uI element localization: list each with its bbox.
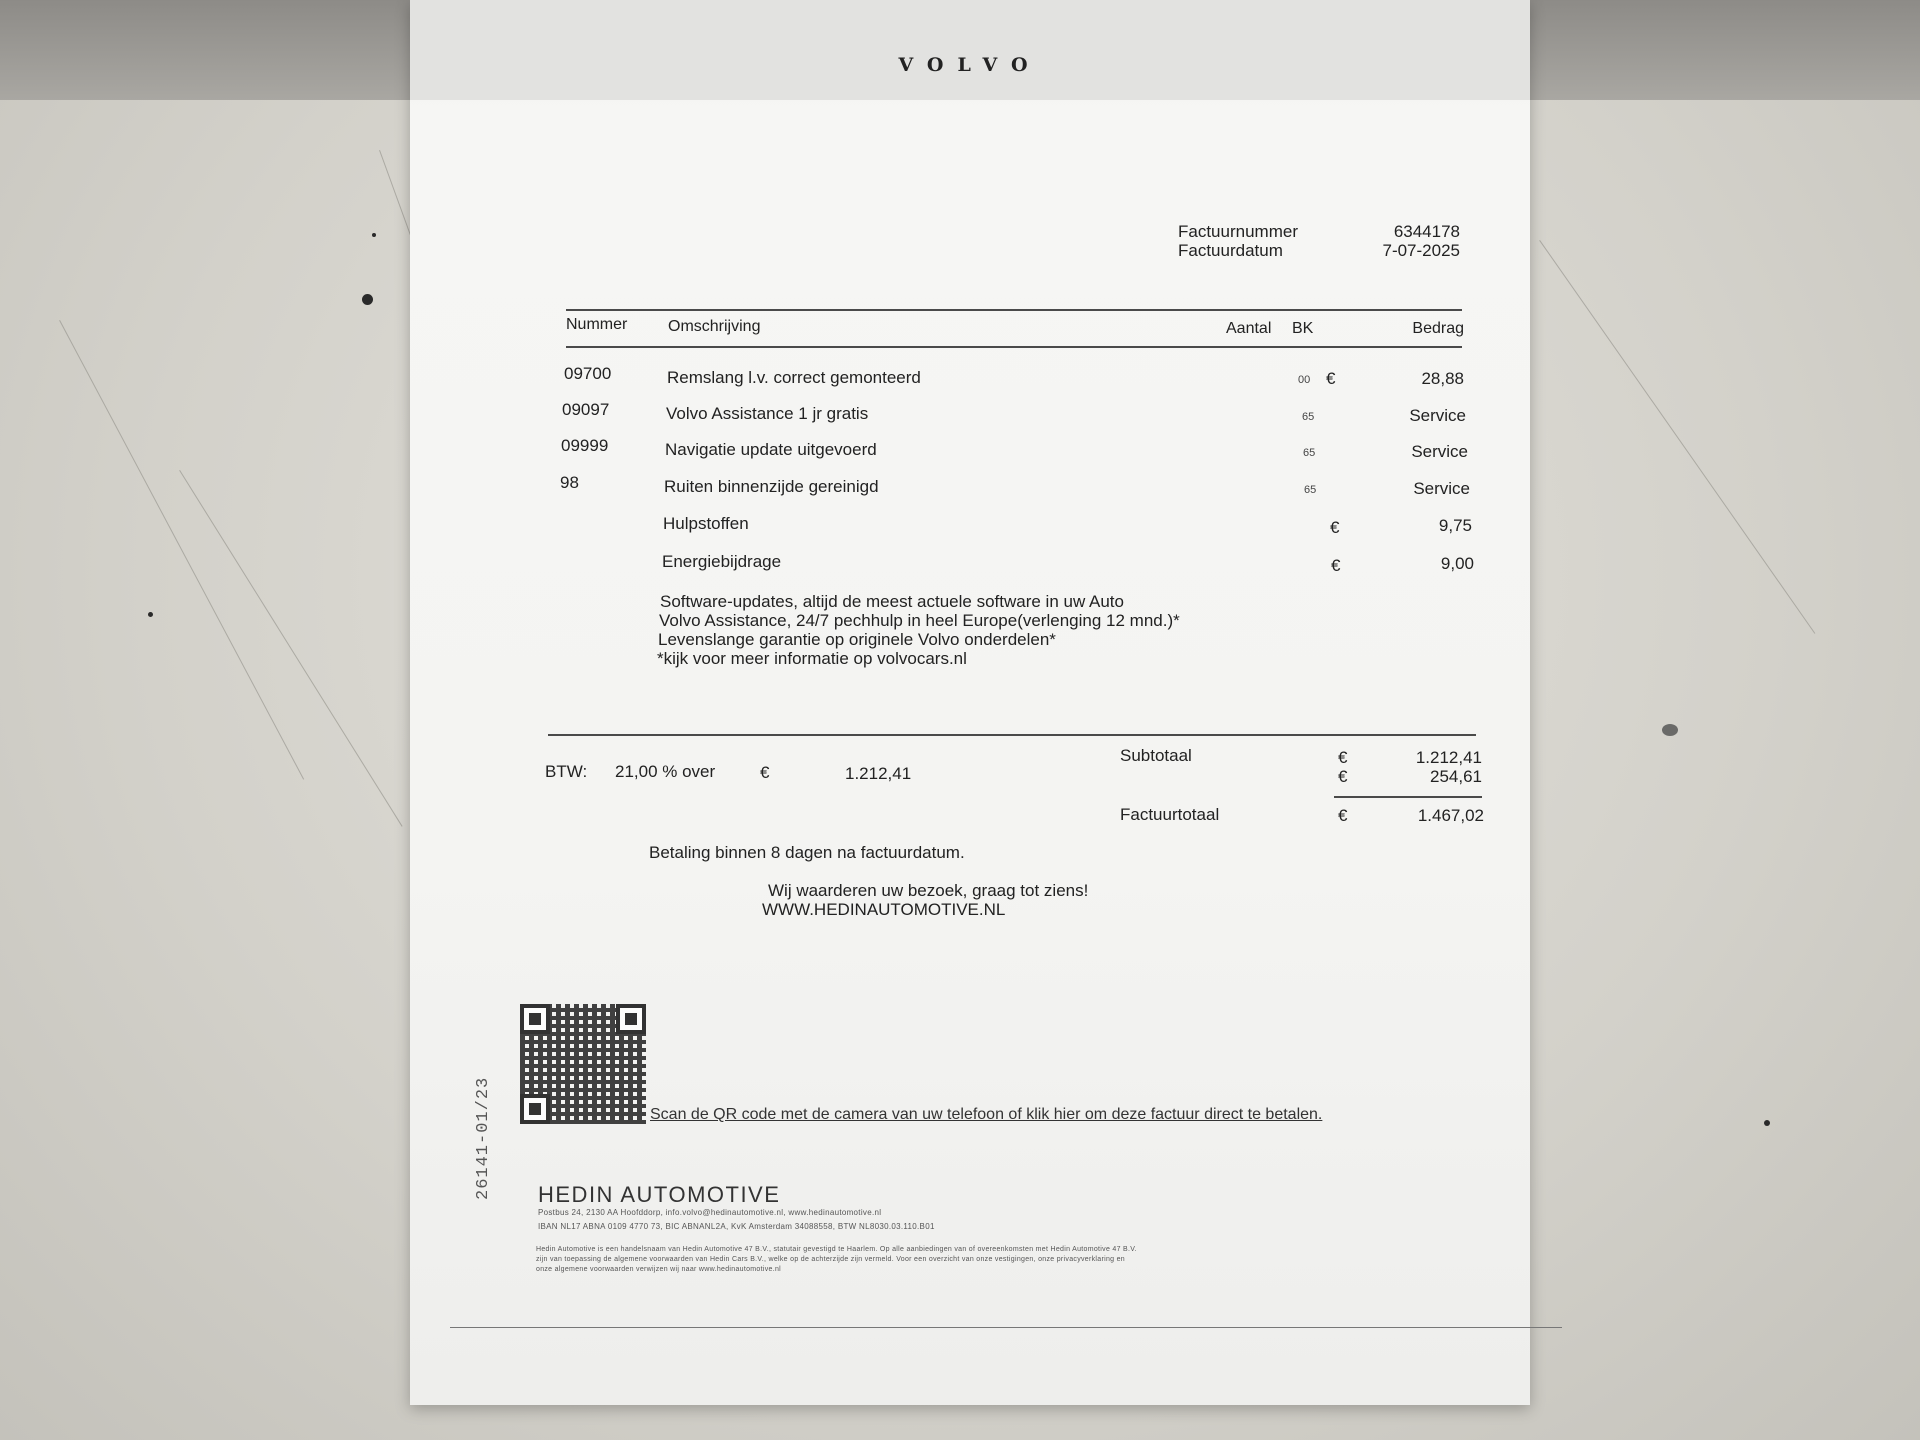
- surface-speck: [1764, 1120, 1770, 1126]
- table-row-2-nummer: 09097: [562, 400, 610, 419]
- note-line-3: Levenslange garantie op originele Volvo onderdelen*: [658, 630, 1056, 649]
- table-row-3-bk: 65: [1303, 447, 1316, 459]
- total-label: Factuurtotaal: [1120, 805, 1220, 824]
- column-header-nummer: Nummer: [566, 316, 628, 333]
- surface-speck: [372, 233, 376, 237]
- column-header-bk: BK: [1292, 320, 1314, 337]
- table-row-4-bk: 65: [1304, 484, 1317, 496]
- total-currency: €: [1338, 806, 1348, 825]
- note-line-2: Volvo Assistance, 24/7 pechhulp in heel Europe(verlenging 12 mnd.)*: [659, 611, 1180, 630]
- table-header-rule-bottom: [566, 346, 1462, 348]
- table-row-4-nummer: 98: [560, 473, 579, 492]
- table-row-2-bedrag: Service: [1409, 406, 1466, 425]
- volvo-logo: VOLVO: [898, 54, 1042, 76]
- total-amount: 1.467,02: [1417, 806, 1484, 825]
- form-code: 26141-01/23: [474, 1076, 493, 1200]
- vat-amount: 254,61: [1430, 767, 1482, 786]
- invoice-paper: [410, 0, 1530, 1405]
- surface-scratch: [59, 320, 304, 780]
- column-header-omschrijving: Omschrijving: [668, 318, 761, 335]
- surface-scratch: [179, 470, 402, 827]
- subtotal-label: Subtotaal: [1120, 746, 1192, 765]
- totals-rule: [548, 734, 1476, 736]
- note-line-1: Software-updates, altijd de meest actuele software in uw Auto: [660, 592, 1124, 611]
- table-row-6-omschrijving: Energiebijdrage: [662, 552, 782, 571]
- invoice-date: 7-07-2025: [1382, 241, 1460, 260]
- table-row-2-bk: 65: [1302, 411, 1315, 423]
- paper-fold: [410, 0, 1530, 100]
- qr-payment-link[interactable]: Scan de QR code met de camera van uw telefoon of klik hier om deze factuur direct te betalen.: [650, 1106, 1323, 1123]
- table-row-5-currency: €: [1330, 518, 1340, 537]
- table-row-5-omschrijving: Hulpstoffen: [663, 514, 749, 533]
- table-header-rule-top: [566, 309, 1462, 311]
- column-header-bedrag: Bedrag: [1412, 320, 1464, 337]
- footer-rule: [450, 1327, 1562, 1328]
- legal-line-1: Hedin Automotive is een handelsnaam van Hedin Automotive 47 B.V., statutair gevestigd te Haarlem. Op alle aanbiedingen van of overeenkomsten met Hedin Automotive 47 B.V.: [536, 1246, 1137, 1253]
- legal-line-3: onze algemene voorwaarden verwijzen wij naar www.hedinautomotive.nl: [536, 1266, 781, 1273]
- company-name: HEDIN AUTOMOTIVE: [538, 1182, 781, 1207]
- table-row-6-bedrag: 9,00: [1440, 554, 1474, 573]
- payment-qr-code[interactable]: [520, 1004, 646, 1124]
- company-bank: IBAN NL17 ABNA 0109 4770 73, BIC ABNANL2A, KvK Amsterdam 34088558, BTW NL8030.03.110.B01: [538, 1222, 935, 1231]
- total-rule: [1334, 796, 1482, 798]
- subtotal-amount: 1.212,41: [1415, 748, 1482, 767]
- btw-base: 1.212,41: [845, 764, 912, 783]
- table-row-1-omschrijving: Remslang l.v. correct gemonteerd: [667, 368, 921, 387]
- payment-terms: Betaling binnen 8 dagen na factuurdatum.: [649, 843, 965, 862]
- subtotal-currency: €: [1338, 748, 1348, 767]
- table-row-1-bk: 00: [1298, 374, 1311, 386]
- table-row-3-nummer: 09999: [561, 436, 609, 455]
- table-row-3-bedrag: Service: [1411, 442, 1468, 461]
- legal-line-2: zijn van toepassing de algemene voorwaarden van Hedin Cars B.V., welke op de achterzijde zijn vermeld. Voor een overzicht van onze vestigingen, onze privacyverklaring en: [536, 1256, 1125, 1263]
- table-row-1-bedrag: 28,88: [1421, 369, 1464, 388]
- surface-scratch: [1539, 240, 1815, 634]
- surface-speck: [1662, 724, 1678, 736]
- invoice-date-label: Factuurdatum: [1178, 241, 1283, 260]
- surface-speck: [362, 294, 373, 305]
- table-row-5-bedrag: 9,75: [1438, 516, 1472, 535]
- invoice-number: 6344178: [1393, 222, 1460, 241]
- btw-currency: €: [760, 763, 770, 782]
- note-line-4: *kijk voor meer informatie op volvocars.nl: [657, 649, 967, 668]
- company-address: Postbus 24, 2130 AA Hoofddorp, info.volvo@hedinautomotive.nl, www.hedinautomotive.nl: [538, 1208, 882, 1217]
- table-row-3-omschrijving: Navigatie update uitgevoerd: [665, 440, 877, 459]
- surface-speck: [148, 612, 153, 617]
- website-link[interactable]: WWW.HEDINAUTOMOTIVE.NL: [762, 900, 1006, 919]
- table-row-4-omschrijving: Ruiten binnenzijde gereinigd: [664, 477, 879, 496]
- column-header-aantal: Aantal: [1226, 320, 1272, 337]
- btw-rate: 21,00 % over: [615, 762, 716, 781]
- btw-label: BTW:: [545, 762, 588, 781]
- table-row-6-currency: €: [1331, 556, 1341, 575]
- table-row-4-bedrag: Service: [1413, 479, 1470, 498]
- table-row-1-currency: €: [1326, 369, 1336, 388]
- thanks-message: Wij waarderen uw bezoek, graag tot ziens!: [768, 881, 1089, 900]
- invoice-number-label: Factuurnummer: [1178, 222, 1298, 241]
- table-row-2-omschrijving: Volvo Assistance 1 jr gratis: [666, 404, 869, 423]
- table-row-1-nummer: 09700: [564, 364, 612, 383]
- vat-currency: €: [1338, 767, 1348, 786]
